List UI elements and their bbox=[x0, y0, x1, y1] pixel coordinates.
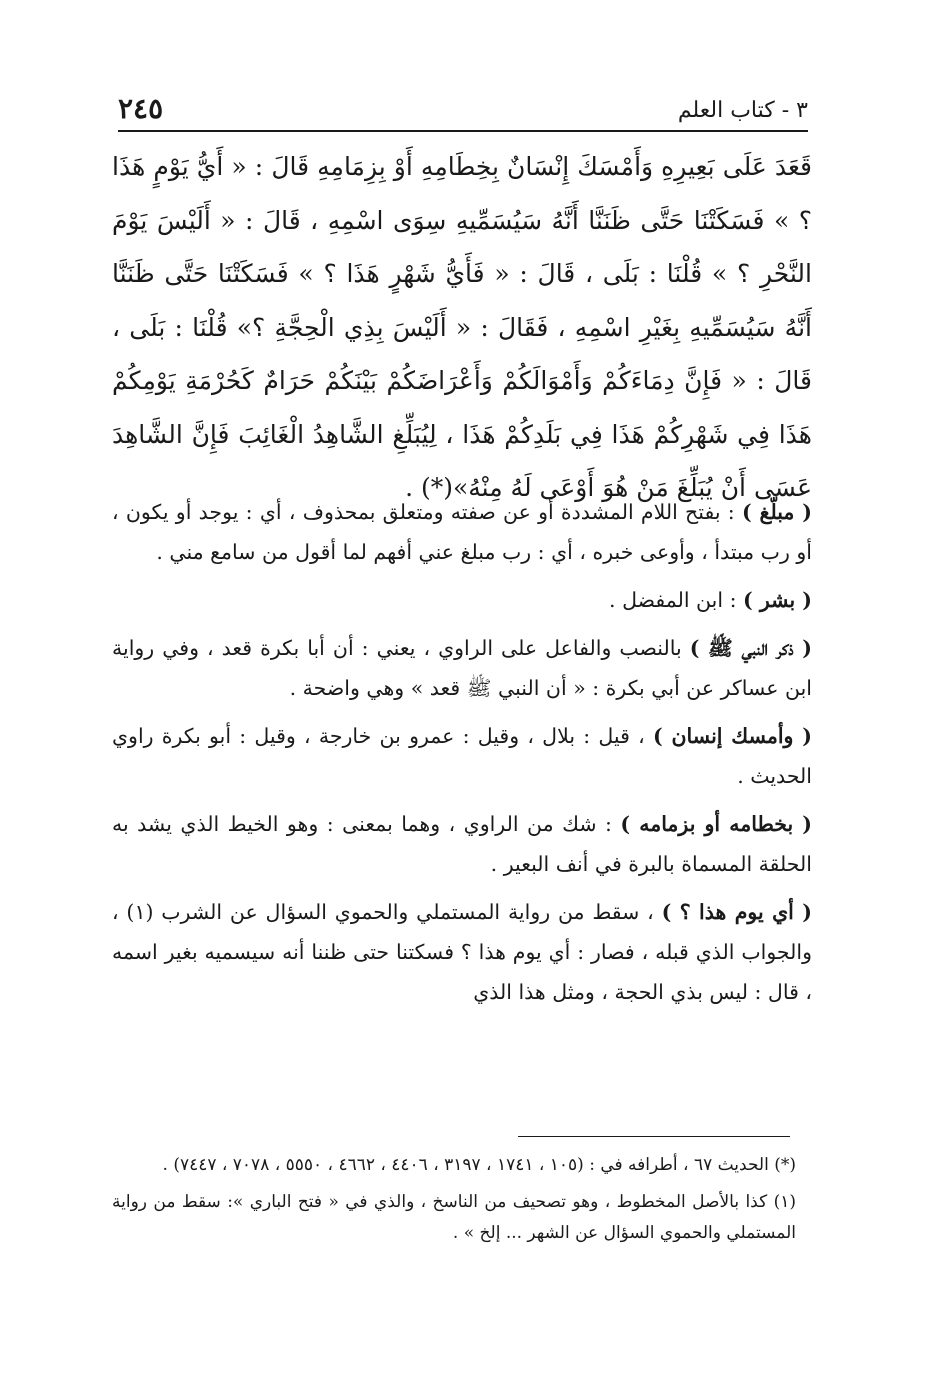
footnote: (١) كذا بالأصل المخطوط ، وهو تصحيف من الناسخ ، والذي في « فتح الباري »: سقط من رواية المستملي والحموي السؤال عن الشهر ... إلخ » . bbox=[112, 1192, 796, 1243]
footnote: (*) الحديث ٦٧ ، أطرافه في : (١٠٥ ، ١٧٤١ ، ٣١٩٧ ، ٤٤٠٦ ، ٤٦٦٢ ، ٥٥٥٠ ، ٧٠٧٨ ، ٧٤٤٧) . bbox=[162, 1155, 796, 1175]
page-header bbox=[118, 92, 808, 134]
comment-paragraph bbox=[112, 492, 812, 572]
comment-term: ( مبلّغ ) bbox=[741, 500, 812, 524]
comment-paragraph bbox=[112, 892, 812, 1012]
comment-paragraph bbox=[112, 804, 812, 884]
commentary bbox=[112, 492, 812, 1020]
comment-text: ، قيل : بلال ، وقيل : عمرو بن خارجة ، وقيل : أبو بكرة راوي الحديث . bbox=[112, 724, 812, 788]
comment-term: ( أي يوم هذا ؟ ) bbox=[661, 900, 812, 924]
header-rule bbox=[118, 130, 808, 132]
footnotes bbox=[112, 1150, 802, 1255]
comment-term: ( بشر ) bbox=[743, 588, 812, 612]
comment-text: بالنصب والفاعل على الراوي ، يعني : أن أبا بكرة قعد ، وفي رواية ابن عساكر عن أبي بكرة : « أن النبي ﷺ قعد » وهي واضحة . bbox=[112, 636, 812, 700]
footnote-separator bbox=[518, 1136, 790, 1137]
comment-paragraph bbox=[112, 628, 812, 708]
comment-term: ( ذكر النبي ﷺ ) bbox=[689, 636, 812, 660]
chapter-title: ٣ - كتاب العلم bbox=[677, 98, 808, 123]
hadith-text: قَعَدَ عَلَى بَعِيرِهِ وَأَمْسَكَ إِنْسَانٌ بِخِطَامِهِ أَوْ بِزِمَامِهِ قَالَ : « أَيُّ يَوْمٍ هَذَا ؟ » فَسَكَتْنَا حَتَّى ظَنَنَّا أَنَّهُ سَيُسَمِّيهِ سِوَى اسْمِهِ ، قَالَ : « أَلَيْسَ يَوْمَ النَّحْرِ ؟ » قُلْنَا : بَلَى ، قَالَ : « فَأَيُّ شَهْرٍ هَذَا ؟ » فَسَكَتْنَا حَتَّى ظَنَنَّا أَنَّهُ سَيُسَمِّيهِ بِغَيْرِ اسْمِهِ ، فَقَالَ : « أَلَيْسَ بِذِي الْحِجَّةِ ؟» قُلْنَا : بَلَى ، قَالَ : « فَإِنَّ دِمَاءَكُمْ وَأَمْوَالَكُمْ وَأَعْرَاضَكُمْ بَيْنَكُمْ حَرَامٌ كَحُرْمَةِ يَوْمِكُمْ هَذَا فِي شَهْرِكُمْ هَذَا فِي بَلَدِكُمْ هَذَا ، لِيُبَلِّغِ الشَّاهِدُ الْغَائِبَ فَإِنَّ الشَّاهِدَ عَسَى أَنْ يُبَلِّغَ مَنْ هُوَ أَوْعَى لَهُ مِنْهُ»(*) . bbox=[112, 152, 812, 502]
comment-term: ( وأمسك إنسان ) bbox=[652, 724, 812, 748]
comment-paragraph bbox=[112, 716, 812, 796]
comment-term: ( بخطامه أو بزمامه ) bbox=[620, 812, 812, 836]
comment-text: : شك من الراوي ، وهما بمعنى : وهو الخيط الذي يشد به الحلقة المسماة بالبرة في أنف البعير . bbox=[112, 812, 812, 876]
comment-text: ، سقط من رواية المستملي والحموي السؤال عن الشرب (١) ، والجواب الذي قبله ، فصار : أي يوم هذا ؟ فسكتنا حتى ظننا أنه سيسميه بغير اسمه ، قال : ليس بذي الحجة ، ومثل هذا الذي bbox=[112, 900, 812, 1004]
page-number: ٢٤٥ bbox=[118, 92, 164, 125]
comment-text: : بفتح اللام المشددة أو عن صفته ومتعلق بمحذوف ، أي : يوجد أو يكون ، أو رب مبتدأ ، وأوعى خبره ، أي : رب مبلغ عني أفهم لما أقول من سامع مني . bbox=[112, 500, 812, 564]
comment-paragraph bbox=[112, 580, 812, 620]
comment-text: : ابن المفضل . bbox=[609, 588, 744, 612]
